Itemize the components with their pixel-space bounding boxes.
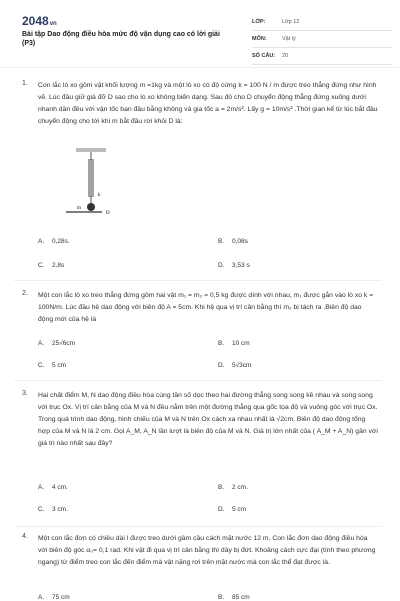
answer-option[interactable] bbox=[38, 238, 70, 245]
meta-label: MÔN: bbox=[252, 36, 267, 42]
answer-option[interactable] bbox=[218, 484, 248, 491]
meta-value: Vật lý bbox=[282, 36, 296, 42]
ceiling-mount bbox=[76, 148, 106, 152]
question-divider bbox=[14, 280, 382, 281]
meta-label: SỐ CÂU: bbox=[252, 53, 276, 59]
answer-option[interactable] bbox=[38, 484, 68, 491]
question-text: Một con lắc đơn có chiều dài l được treo dưới gầm cầu cách mặt nước 12 m. Con lắc đơn dao động điều hòa với biên độ góc α₀= 0,1 rad. Khi vật đi qua vị trí cân bằng thì dây bị đứt. Khoảng cách cực đại (tính theo phương ngang) từ điểm treo con lắc đến điểm mà vật nặng rơi trên mặt nước mà con lắc thể đạt được là. bbox=[38, 535, 376, 566]
answer-label: B. bbox=[218, 238, 225, 245]
answer-value: 10 cm bbox=[232, 340, 250, 347]
question-number: 2. bbox=[22, 290, 28, 297]
answer-value: 2 cm. bbox=[232, 484, 248, 491]
answer-label: A. bbox=[38, 484, 45, 491]
answer-option[interactable] bbox=[38, 506, 68, 513]
answer-option[interactable] bbox=[218, 262, 250, 269]
header-divider bbox=[0, 67, 400, 68]
spring-label: k bbox=[98, 193, 101, 198]
answer-value: 0,08s bbox=[232, 238, 248, 245]
answer-value: 5 cm bbox=[52, 362, 67, 369]
meta-row-subject bbox=[252, 31, 392, 48]
answer-label: A. bbox=[38, 340, 45, 347]
question-text: Con lắc lò xo gồm vật khối lượng m =1kg và một lò xo có độ cứng k = 100 N / m được treo thẳng đứng như hình vẽ. Lúc đầu giữ giá đỡ D sao cho lò xo không biến dạng. Sau đó cho D chuyển động thẳng đứng xuống dưới nhanh dần đều với vận tốc ban đầu bằng không và gia tốc a = 2m/s². Lấy g = 10m/s² .Thời gian kể từ lúc bắt đầu chuyển động cho tới khi m bắt đầu rời khỏi D là: bbox=[38, 82, 378, 125]
answer-label: B. bbox=[218, 594, 225, 601]
answer-value: 2,8s bbox=[52, 262, 65, 269]
answer-option[interactable] bbox=[38, 262, 64, 269]
answer-label: C. bbox=[38, 362, 45, 369]
question-1 bbox=[22, 80, 378, 128]
answer-option[interactable] bbox=[218, 238, 248, 245]
question-text: Một con lắc lò xo treo thẳng đứng gồm hai vật m₁ = m₂ = 0,5 kg được dính với nhau, m₁ được gắn vào lò xo k = 100N/m. Lúc đầu hệ dao động với biên độ A = 5cm. Khi hệ qua vị trí cân bằng thì m₂ bị tách ra .Biên độ dao động mới của hệ là bbox=[38, 292, 374, 323]
meta-table bbox=[252, 14, 392, 65]
answer-value: 4 cm. bbox=[52, 484, 68, 491]
question-divider bbox=[14, 526, 382, 527]
answer-option[interactable] bbox=[218, 506, 246, 513]
answer-label: D. bbox=[218, 362, 225, 369]
question-number: 1. bbox=[22, 80, 28, 87]
answer-label: A. bbox=[38, 594, 45, 601]
answer-option[interactable] bbox=[38, 362, 66, 369]
answer-option[interactable] bbox=[38, 340, 75, 347]
question-number: 3. bbox=[22, 390, 28, 397]
question-text: Hai chất điểm M, N dao động điều hòa cùng tần số dọc theo hai đường thẳng song song kề nhau và song song với trục Ox. Vị trí cân bằng của M và N đều nằm trên một đường thẳng qua gốc tọa độ và vuông góc với trục Ox. Trong quá trình dao động, hình chiếu của M và N trên Ox cách xa nhau nhất là √2cm. Biên độ dao động tổng hợp của M và N là 2 cm. Gọi A_M, A_N lần lượt là biên độ của M và N. Giá trị lớn nhất của ( A_M + A_N) gần với giá trị nào nhất sau đây? bbox=[38, 392, 378, 447]
answer-label: A. bbox=[38, 238, 45, 245]
question-4 bbox=[22, 533, 378, 569]
question-3 bbox=[22, 390, 378, 450]
site-logo[interactable] bbox=[22, 14, 57, 28]
answer-value: 3,53 s bbox=[232, 262, 250, 269]
mass-label: m bbox=[77, 206, 81, 211]
support-label: D bbox=[106, 211, 110, 216]
answer-option[interactable] bbox=[218, 340, 250, 347]
logo-suffix: vn bbox=[49, 21, 57, 27]
answer-value: 0,28s. bbox=[52, 238, 70, 245]
document-title: Bài tập Dao động điều hòa mức độ vận dụng cao có lời giải (P3) bbox=[22, 31, 220, 48]
answer-label: C. bbox=[38, 262, 45, 269]
answer-value: 3 cm. bbox=[52, 506, 68, 513]
spring-coil bbox=[88, 160, 94, 196]
page-header bbox=[22, 14, 384, 62]
answer-value: 25√6cm bbox=[52, 340, 76, 347]
spring-figure bbox=[58, 146, 138, 226]
answer-value: 5√3cm bbox=[232, 362, 252, 369]
mass-ball bbox=[87, 203, 95, 211]
meta-value: 20 bbox=[282, 53, 289, 59]
answer-value: 75 cm bbox=[52, 594, 70, 601]
answer-label: B. bbox=[218, 484, 225, 491]
answer-label: D. bbox=[218, 262, 225, 269]
question-number: 4. bbox=[22, 533, 28, 540]
answer-option[interactable] bbox=[218, 362, 251, 369]
answer-value: 5 cm bbox=[232, 506, 247, 513]
meta-label: LỚP: bbox=[252, 19, 266, 25]
meta-row-class bbox=[252, 14, 392, 31]
question-divider bbox=[14, 380, 382, 381]
answer-label: B. bbox=[218, 340, 225, 347]
meta-row-count bbox=[252, 48, 392, 65]
answer-label: D. bbox=[218, 506, 225, 513]
answer-label: C. bbox=[38, 506, 45, 513]
question-2 bbox=[22, 290, 378, 326]
answer-value: 85 cm bbox=[232, 594, 250, 601]
meta-value: Lớp 12 bbox=[282, 19, 300, 25]
logo-text: 2048 bbox=[22, 14, 49, 28]
